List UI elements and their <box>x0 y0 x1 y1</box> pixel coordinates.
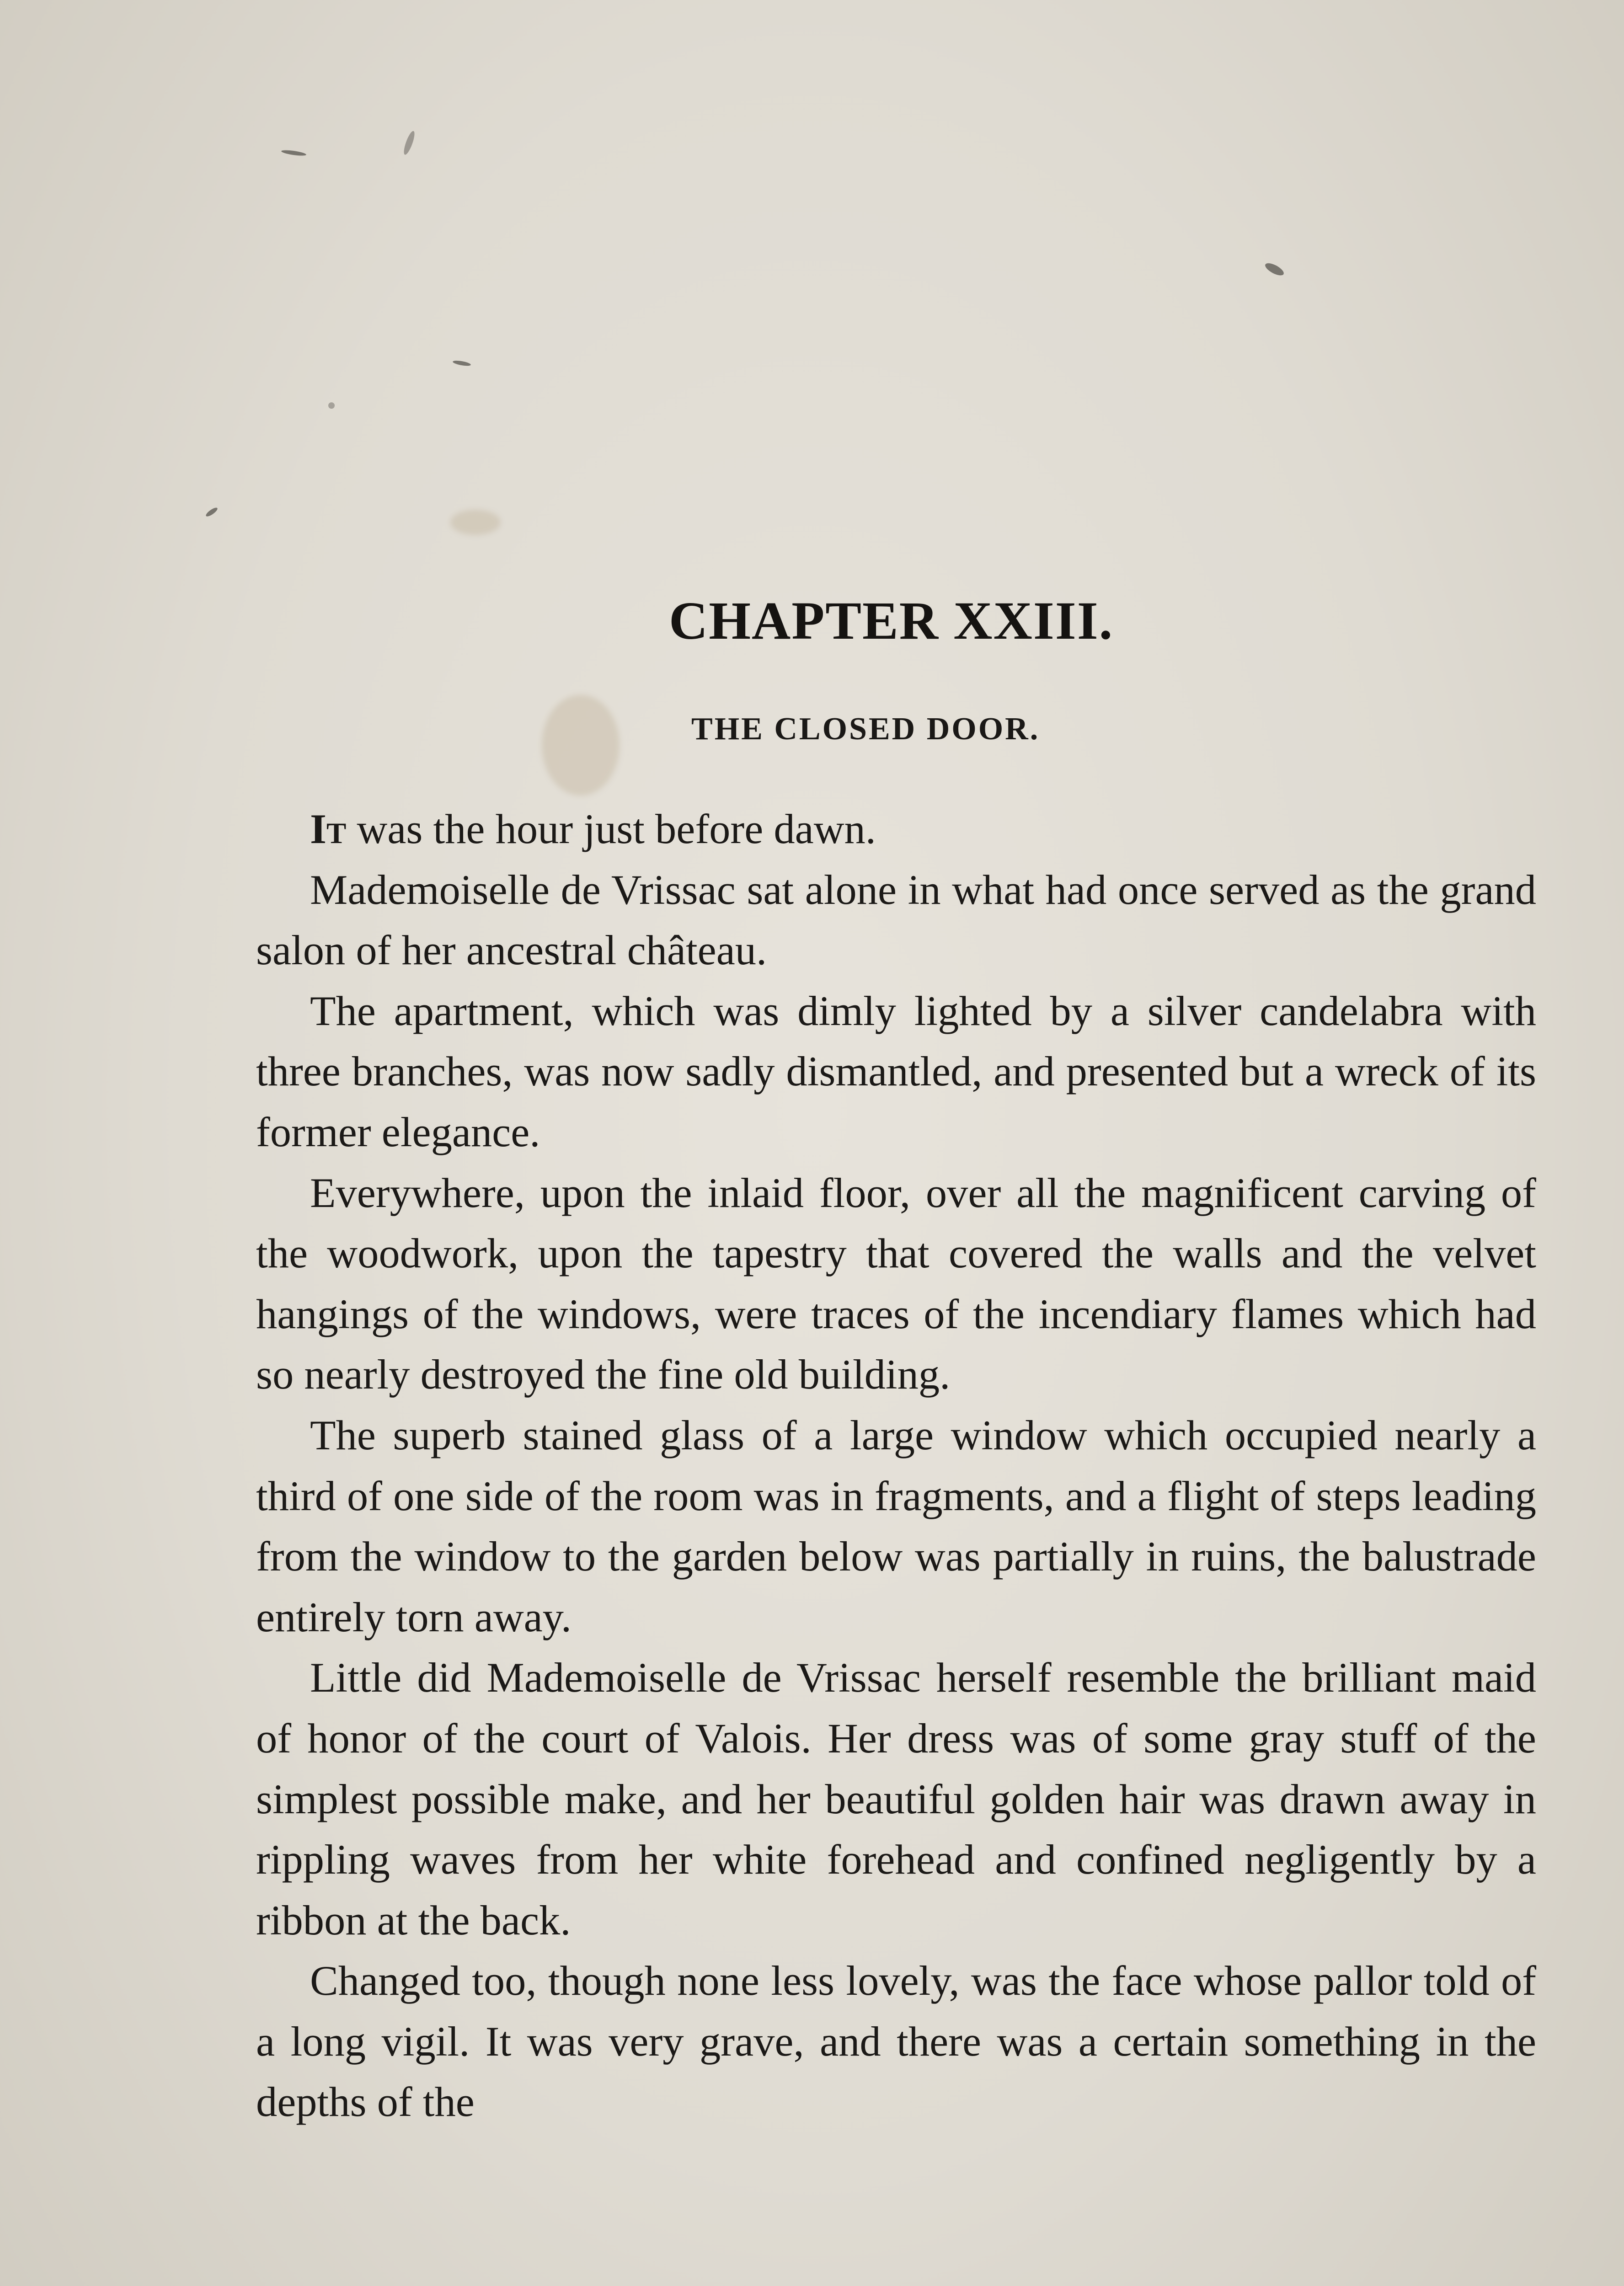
paragraph-lead-word: It <box>310 806 347 853</box>
paragraph-text: Mademoiselle de Vrissac sat alone in what had once served as the grand salon of her ancestral château. <box>256 866 1536 974</box>
paper-speck <box>453 360 471 367</box>
paragraph <box>256 1648 1536 1951</box>
paper-speck <box>281 149 307 157</box>
paragraph-text: Little did Mademoiselle de Vrissac herself resemble the brilliant maid of honor of the court of Valois. Her dress was of some gray stuff of the simplest possible make, and her beautiful golden hair was drawn away in rippling waves from her white forehead and confined negligently by a ribbon at the back. <box>256 1655 1536 1944</box>
chapter-heading: CHAPTER XXIII. <box>669 591 1114 651</box>
paragraph-text: Everywhere, upon the inlaid floor, over all the magnificent carving of the woodwork, upon the tapestry that covered the walls and the velvet hangings of the windows, were traces of the incendiary flames which had so nearly destroyed the fine old building. <box>256 1170 1536 1399</box>
chapter-body <box>256 799 1536 2133</box>
paper-speck <box>328 402 335 409</box>
paragraph <box>256 860 1536 981</box>
paragraph-text: The superb stained glass of a large window which occupied nearly a third of one side of the room was in fragments, and a flight of steps leading from the window to the garden below was partially in ruins, the balustrade entirely torn away. <box>256 1412 1536 1641</box>
paragraph-text: The apartment, which was dimly lighted by a silver candelabra with three branches, was now sadly dismantled, and presented but a wreck of its former elegance. <box>256 988 1536 1156</box>
paper-speck <box>205 506 219 518</box>
paper-speck <box>402 130 417 155</box>
paragraph <box>256 981 1536 1163</box>
paper-stain <box>542 695 620 796</box>
paper-stain <box>450 510 501 535</box>
paragraph <box>256 1951 1536 2133</box>
chapter-subtitle: THE CLOSED DOOR. <box>691 711 1040 747</box>
paragraph <box>256 1163 1536 1405</box>
paragraph <box>256 799 1536 860</box>
paragraph-text: was the hour just before dawn. <box>346 806 876 853</box>
paper-speck <box>1263 261 1285 278</box>
paragraph <box>256 1405 1536 1648</box>
paragraph-text: Changed too, though none less lovely, was the face whose pallor told of a long vigil. It was very grave, and there was a certain something in the depths of the <box>256 1958 1536 2126</box>
